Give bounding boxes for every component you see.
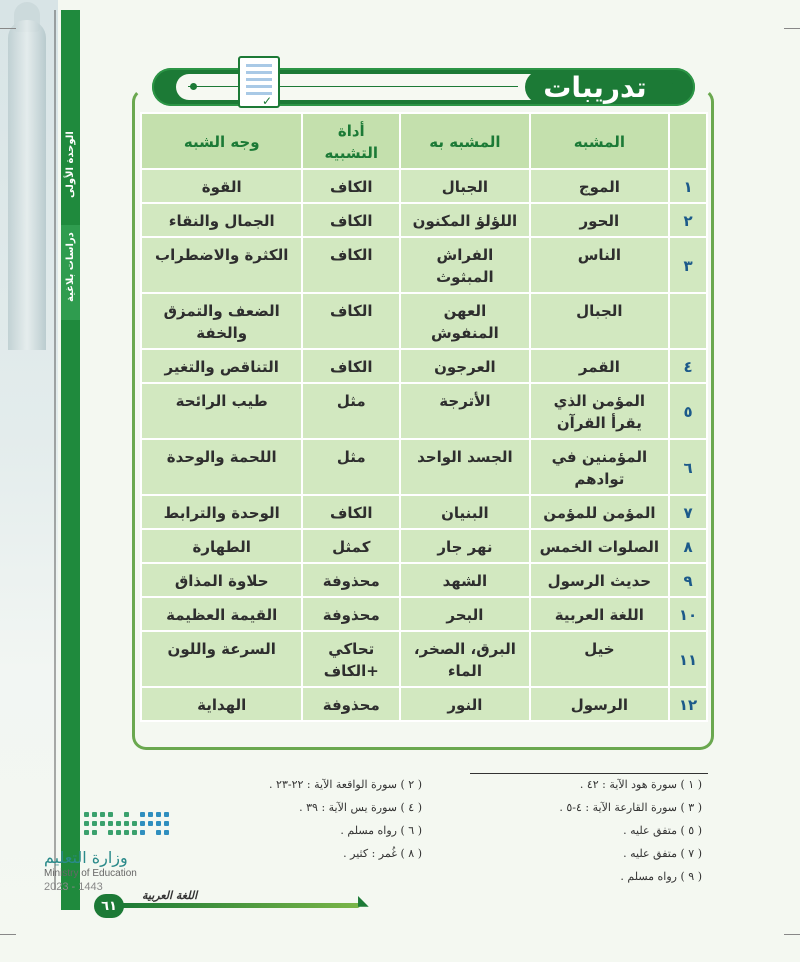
- decorative-photo-strip: [0, 0, 58, 962]
- cell-mushabbah: الحور: [530, 203, 669, 237]
- cell-mushabbah-bih: الجبال: [400, 169, 530, 203]
- ministry-logo-icon: [84, 812, 176, 840]
- row-number: ٨: [669, 529, 707, 563]
- table-row: [141, 203, 707, 237]
- cell-mushabbah: الصلوات الخمس: [530, 529, 669, 563]
- cell-mushabbah-bih: النور: [400, 687, 530, 721]
- simile-table: [140, 112, 708, 722]
- row-number: ١١: [669, 631, 707, 687]
- cell-resemblance: القوة: [141, 169, 302, 203]
- cell-mushabbah: حديث الرسول: [530, 563, 669, 597]
- crop-mark: [0, 934, 16, 935]
- cell-mushabbah-bih: البنيان: [400, 495, 530, 529]
- cell-mushabbah-bih: الجسد الواحد: [400, 439, 530, 495]
- crop-mark: [0, 28, 16, 29]
- cell-tool: مثل: [302, 439, 400, 495]
- minaret-image: [8, 20, 46, 350]
- cell-resemblance: حلاوة المذاق: [141, 563, 302, 597]
- page-number: ٦١: [94, 894, 124, 918]
- row-number: ٣: [669, 237, 707, 293]
- footnote: ( ١ ) سورة هود الآية : ٤٢ .: [579, 778, 702, 791]
- cell-tool: الكاف: [302, 203, 400, 237]
- worksheet-lines-icon: [246, 64, 272, 98]
- section-label: دراسات بلاغية: [65, 232, 76, 303]
- cell-resemblance: طيب الرائحة: [141, 383, 302, 439]
- table-header-row: [141, 113, 707, 169]
- footnote: ( ٤ ) سورة يس الآية : ٣٩ .: [299, 801, 422, 814]
- cell-mushabbah: خيل: [530, 631, 669, 687]
- cell-mushabbah-bih: الفراش المبثوث: [400, 237, 530, 293]
- table-row: [141, 293, 707, 349]
- cell-resemblance: الكثرة والاضطراب: [141, 237, 302, 293]
- row-number: ١: [669, 169, 707, 203]
- ministry-name-en: Ministry of Education: [44, 868, 137, 879]
- footnote: ( ٢ ) سورة الواقعة الآية : ٢٢-٢٣ .: [269, 778, 422, 791]
- cell-mushabbah-bih: العرجون: [400, 349, 530, 383]
- cell-tool: محذوفة: [302, 563, 400, 597]
- cell-mushabbah-bih: اللؤلؤ المكنون: [400, 203, 530, 237]
- cell-mushabbah: اللغة العربية: [530, 597, 669, 631]
- footnote: ( ٦ ) رواه مسلم .: [340, 824, 422, 837]
- cell-resemblance: الجمال والنقاء: [141, 203, 302, 237]
- book-logo-icon: ◣: [358, 893, 369, 909]
- footer-subject: اللغة العربية: [142, 889, 198, 902]
- cell-mushabbah: المؤمنين في توادهم: [530, 439, 669, 495]
- cell-mushabbah: الناس: [530, 237, 669, 293]
- cell-resemblance: الطهارة: [141, 529, 302, 563]
- cell-mushabbah-bih: الشهد: [400, 563, 530, 597]
- footnote: ( ٨ ) غُمر : كثير .: [343, 847, 422, 860]
- header-mushabbah: المشبه: [530, 113, 669, 169]
- worksheet-icon: [238, 56, 280, 108]
- footnote: ( ٧ ) متفق عليه .: [623, 847, 702, 860]
- row-number: ١٠: [669, 597, 707, 631]
- table-row: [141, 563, 707, 597]
- cell-tool: الكاف: [302, 495, 400, 529]
- cell-mushabbah-bih: الأترجة: [400, 383, 530, 439]
- row-number: ٢: [669, 203, 707, 237]
- edition-year: 2023 - 1443: [44, 881, 103, 893]
- header-tool: أداة التشبيه: [302, 113, 400, 169]
- cell-mushabbah: المؤمن للمؤمن: [530, 495, 669, 529]
- cell-tool: كمثل: [302, 529, 400, 563]
- ministry-name-ar: وزارة التعليم: [44, 848, 128, 867]
- cell-mushabbah: المؤمن الذي يقرأ القرآن: [530, 383, 669, 439]
- row-number: ٧: [669, 495, 707, 529]
- cell-mushabbah: الرسول: [530, 687, 669, 721]
- row-number: ٦: [669, 439, 707, 495]
- page-title: تدريبات: [543, 70, 647, 104]
- table-row: [141, 237, 707, 293]
- footnote: ( ٣ ) سورة القارعة الآية : ٤-٥ .: [559, 801, 702, 814]
- footnote-rule: [470, 773, 708, 774]
- row-number: ٩: [669, 563, 707, 597]
- margin-line: [54, 10, 56, 890]
- header-resemblance: وجه الشبه: [141, 113, 302, 169]
- cell-mushabbah-bih: نهر جار: [400, 529, 530, 563]
- cell-mushabbah: القمر: [530, 349, 669, 383]
- table-row: [141, 597, 707, 631]
- cell-resemblance: الوحدة والترابط: [141, 495, 302, 529]
- cell-resemblance: الهداية: [141, 687, 302, 721]
- cell-tool: الكاف: [302, 169, 400, 203]
- table-row: [141, 349, 707, 383]
- cell-mushabbah-bih: البحر: [400, 597, 530, 631]
- table-row: [141, 439, 707, 495]
- cell-mushabbah-bih: البرق، الصخر، الماء: [400, 631, 530, 687]
- row-number: ٤: [669, 349, 707, 383]
- table-row: [141, 631, 707, 687]
- cell-resemblance: القيمة العظيمة: [141, 597, 302, 631]
- cell-tool: الكاف: [302, 237, 400, 293]
- cell-tool: تحاكي +الكاف: [302, 631, 400, 687]
- cell-tool: الكاف: [302, 349, 400, 383]
- row-number: ١٢: [669, 687, 707, 721]
- row-number: [669, 293, 707, 349]
- table-row: [141, 495, 707, 529]
- footer-bar: [120, 903, 360, 908]
- table-row: [141, 529, 707, 563]
- cell-mushabbah: الموج: [530, 169, 669, 203]
- footnote: ( ٩ ) رواه مسلم .: [620, 870, 702, 883]
- cell-tool: محذوفة: [302, 687, 400, 721]
- cell-resemblance: التناقص والتغير: [141, 349, 302, 383]
- cell-tool: مثل: [302, 383, 400, 439]
- cell-mushabbah-bih: العهن المنفوش: [400, 293, 530, 349]
- cell-resemblance: الضعف والتمزق والخفة: [141, 293, 302, 349]
- cell-tool: الكاف: [302, 293, 400, 349]
- crop-mark: [784, 934, 800, 935]
- table-row: [141, 169, 707, 203]
- cell-resemblance: السرعة واللون: [141, 631, 302, 687]
- banner-dot: [190, 83, 197, 90]
- cell-tool: محذوفة: [302, 597, 400, 631]
- checkmark-icon: ✓: [262, 94, 273, 108]
- cell-resemblance: اللحمة والوحدة: [141, 439, 302, 495]
- header-number: [669, 113, 707, 169]
- crop-mark: [784, 28, 800, 29]
- table-row: [141, 383, 707, 439]
- footnote: ( ٥ ) متفق عليه .: [623, 824, 702, 837]
- cell-mushabbah: الجبال: [530, 293, 669, 349]
- unit-label: الوحدة الأولى: [65, 131, 76, 199]
- header-mushabbah-bih: المشبه به: [400, 113, 530, 169]
- row-number: ٥: [669, 383, 707, 439]
- table-row: [141, 687, 707, 721]
